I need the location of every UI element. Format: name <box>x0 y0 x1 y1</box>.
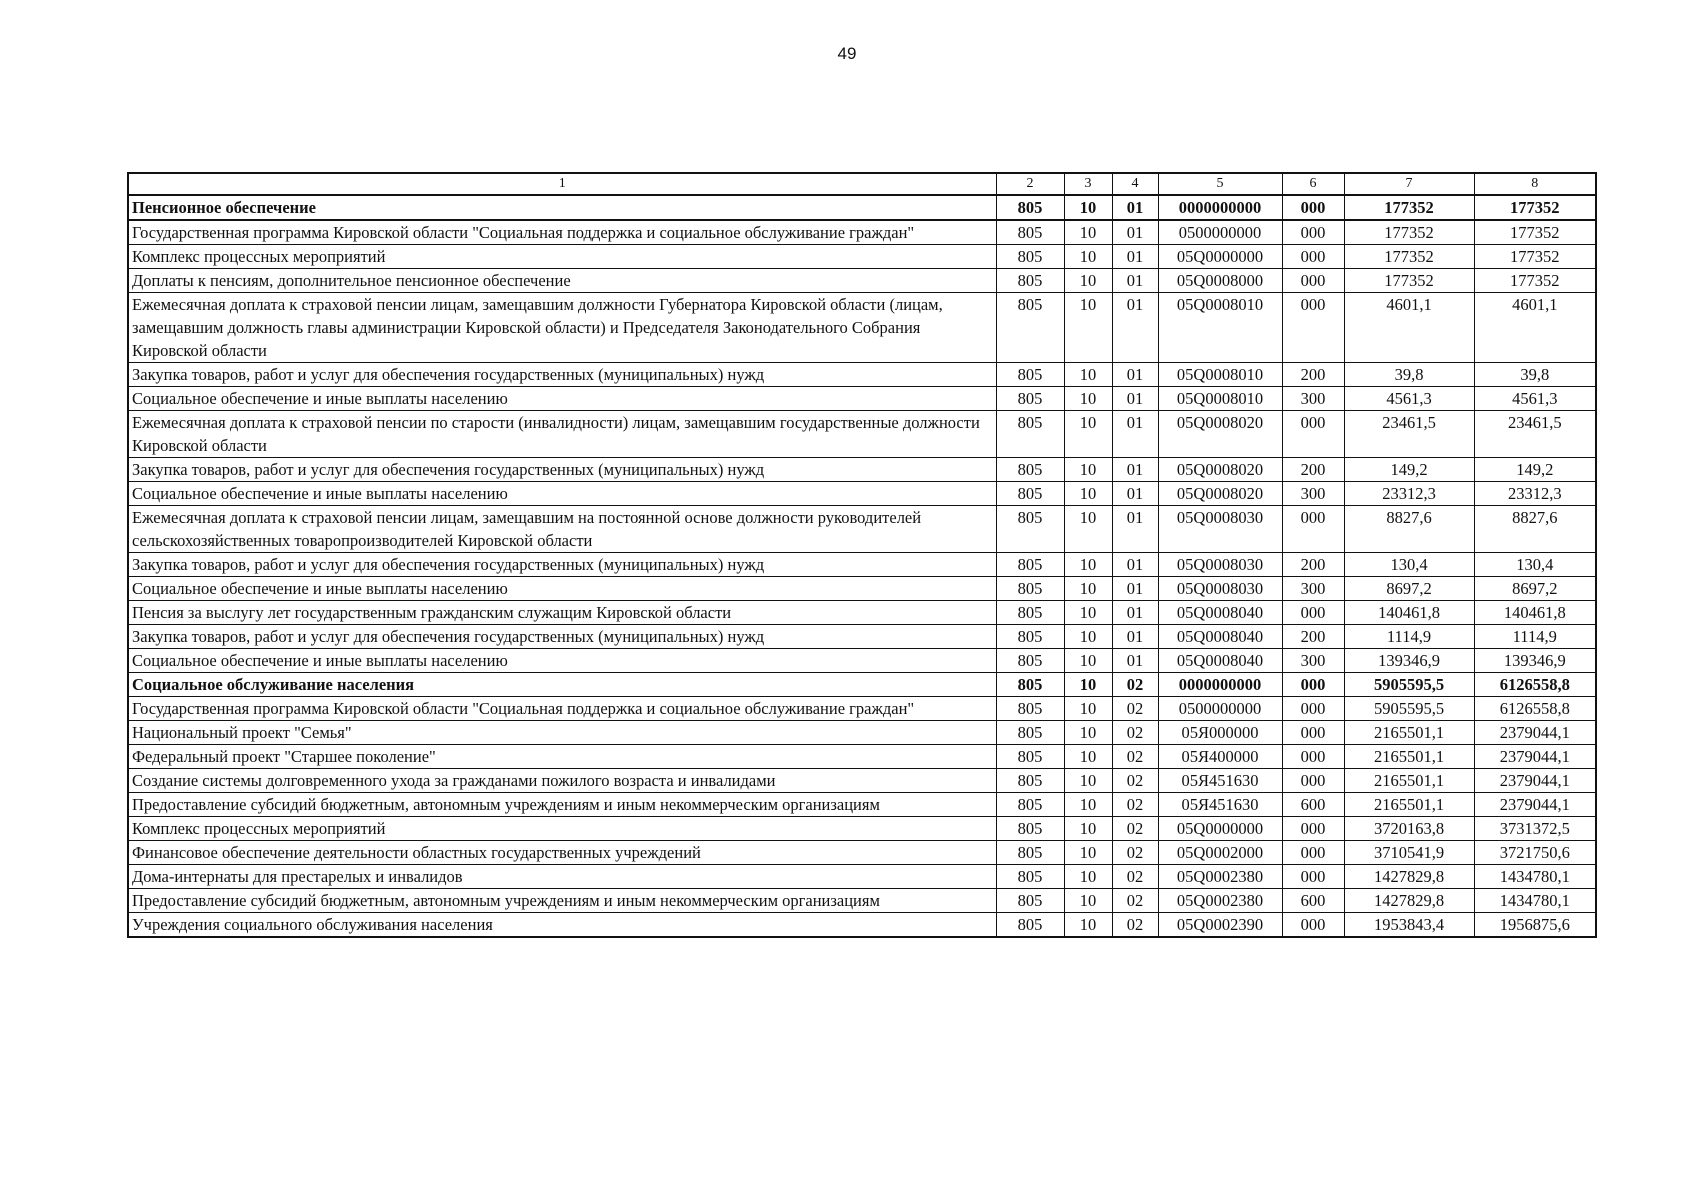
section-code: 10 <box>1064 817 1112 841</box>
subsection-code: 02 <box>1112 745 1158 769</box>
column-number: 4 <box>1112 173 1158 195</box>
section-code: 10 <box>1064 458 1112 482</box>
amount-year-2: 2379044,1 <box>1474 721 1596 745</box>
ministry-code: 805 <box>996 553 1064 577</box>
section-code: 10 <box>1064 293 1112 363</box>
table-row <box>128 601 1596 625</box>
amount-year-1: 4601,1 <box>1344 293 1474 363</box>
amount-year-2: 139346,9 <box>1474 649 1596 673</box>
ministry-code: 805 <box>996 673 1064 697</box>
amount-year-1: 2165501,1 <box>1344 745 1474 769</box>
amount-year-2: 39,8 <box>1474 363 1596 387</box>
target-article-code: 0000000000 <box>1158 195 1282 220</box>
amount-year-1: 1953843,4 <box>1344 913 1474 938</box>
target-article-code: 05Q0008020 <box>1158 411 1282 458</box>
section-code: 10 <box>1064 721 1112 745</box>
amount-year-2: 140461,8 <box>1474 601 1596 625</box>
amount-year-1: 130,4 <box>1344 553 1474 577</box>
column-number: 5 <box>1158 173 1282 195</box>
row-name: Национальный проект "Семья" <box>128 721 996 745</box>
section-code: 10 <box>1064 269 1112 293</box>
table-row <box>128 220 1596 245</box>
table-row <box>128 841 1596 865</box>
section-code: 10 <box>1064 245 1112 269</box>
amount-year-1: 23312,3 <box>1344 482 1474 506</box>
subsection-code: 01 <box>1112 506 1158 553</box>
expense-type-code: 300 <box>1282 387 1344 411</box>
table-row <box>128 553 1596 577</box>
target-article-code: 05Q0008020 <box>1158 482 1282 506</box>
row-name: Федеральный проект "Старшее поколение" <box>128 745 996 769</box>
target-article-code: 05Q0008030 <box>1158 506 1282 553</box>
amount-year-1: 1114,9 <box>1344 625 1474 649</box>
section-code: 10 <box>1064 649 1112 673</box>
target-article-code: 05Q0000000 <box>1158 245 1282 269</box>
amount-year-1: 5905595,5 <box>1344 673 1474 697</box>
row-name: Государственная программа Кировской области "Социальная поддержка и социальное обслуживание граждан" <box>128 220 996 245</box>
subsection-code: 02 <box>1112 721 1158 745</box>
subsection-code: 02 <box>1112 841 1158 865</box>
ministry-code: 805 <box>996 721 1064 745</box>
target-article-code: 05Q0008010 <box>1158 293 1282 363</box>
expense-type-code: 600 <box>1282 793 1344 817</box>
expense-type-code: 000 <box>1282 841 1344 865</box>
target-article-code: 05Q0008030 <box>1158 553 1282 577</box>
table-row <box>128 649 1596 673</box>
table-row <box>128 411 1596 458</box>
ministry-code: 805 <box>996 769 1064 793</box>
target-article-code: 0500000000 <box>1158 697 1282 721</box>
ministry-code: 805 <box>996 506 1064 553</box>
ministry-code: 805 <box>996 817 1064 841</box>
amount-year-1: 4561,3 <box>1344 387 1474 411</box>
target-article-code: 05Q0002390 <box>1158 913 1282 938</box>
subsection-code: 01 <box>1112 411 1158 458</box>
amount-year-1: 2165501,1 <box>1344 793 1474 817</box>
column-number: 1 <box>128 173 996 195</box>
row-name: Закупка товаров, работ и услуг для обеспечения государственных (муниципальных) нужд <box>128 553 996 577</box>
subsection-code: 01 <box>1112 553 1158 577</box>
subsection-code: 02 <box>1112 913 1158 938</box>
amount-year-2: 4601,1 <box>1474 293 1596 363</box>
table-row <box>128 697 1596 721</box>
section-code: 10 <box>1064 482 1112 506</box>
section-code: 10 <box>1064 625 1112 649</box>
table-row <box>128 458 1596 482</box>
ministry-code: 805 <box>996 293 1064 363</box>
amount-year-1: 1427829,8 <box>1344 865 1474 889</box>
target-article-code: 05Я400000 <box>1158 745 1282 769</box>
row-name: Пенсия за выслугу лет государственным гражданским служащим Кировской области <box>128 601 996 625</box>
target-article-code: 05Q0002000 <box>1158 841 1282 865</box>
amount-year-2: 2379044,1 <box>1474 745 1596 769</box>
amount-year-2: 177352 <box>1474 269 1596 293</box>
table-row <box>128 625 1596 649</box>
subsection-code: 02 <box>1112 769 1158 793</box>
section-code: 10 <box>1064 553 1112 577</box>
row-name: Закупка товаров, работ и услуг для обеспечения государственных (муниципальных) нужд <box>128 458 996 482</box>
expense-type-code: 000 <box>1282 817 1344 841</box>
amount-year-2: 1434780,1 <box>1474 889 1596 913</box>
table-row <box>128 769 1596 793</box>
row-name: Предоставление субсидий бюджетным, автономным учреждениям и иным некоммерческим организациям <box>128 889 996 913</box>
expense-type-code: 000 <box>1282 506 1344 553</box>
target-article-code: 05Q0008040 <box>1158 649 1282 673</box>
table-row <box>128 363 1596 387</box>
row-name: Комплекс процессных мероприятий <box>128 245 996 269</box>
subsection-code: 01 <box>1112 269 1158 293</box>
section-code: 10 <box>1064 577 1112 601</box>
expense-type-code: 000 <box>1282 293 1344 363</box>
table-row <box>128 577 1596 601</box>
row-name: Финансовое обеспечение деятельности областных государственных учреждений <box>128 841 996 865</box>
row-name: Государственная программа Кировской области "Социальная поддержка и социальное обслуживание граждан" <box>128 697 996 721</box>
target-article-code: 05Q0008020 <box>1158 458 1282 482</box>
amount-year-1: 149,2 <box>1344 458 1474 482</box>
table-row <box>128 245 1596 269</box>
amount-year-2: 177352 <box>1474 245 1596 269</box>
expense-type-code: 000 <box>1282 913 1344 938</box>
row-name: Социальное обеспечение и иные выплаты населению <box>128 649 996 673</box>
amount-year-2: 6126558,8 <box>1474 673 1596 697</box>
target-article-code: 05Q0008010 <box>1158 363 1282 387</box>
amount-year-1: 177352 <box>1344 195 1474 220</box>
amount-year-2: 2379044,1 <box>1474 769 1596 793</box>
ministry-code: 805 <box>996 745 1064 769</box>
row-name: Социальное обслуживание населения <box>128 673 996 697</box>
expense-type-code: 000 <box>1282 673 1344 697</box>
amount-year-1: 5905595,5 <box>1344 697 1474 721</box>
subsection-code: 02 <box>1112 865 1158 889</box>
amount-year-2: 23312,3 <box>1474 482 1596 506</box>
ministry-code: 805 <box>996 577 1064 601</box>
target-article-code: 05Q0008000 <box>1158 269 1282 293</box>
amount-year-2: 8827,6 <box>1474 506 1596 553</box>
amount-year-2: 6126558,8 <box>1474 697 1596 721</box>
amount-year-1: 140461,8 <box>1344 601 1474 625</box>
subsection-code: 02 <box>1112 793 1158 817</box>
target-article-code: 05Q0008030 <box>1158 577 1282 601</box>
amount-year-1: 23461,5 <box>1344 411 1474 458</box>
column-number: 7 <box>1344 173 1474 195</box>
subsection-code: 01 <box>1112 387 1158 411</box>
row-name: Дома-интернаты для престарелых и инвалидов <box>128 865 996 889</box>
amount-year-1: 3720163,8 <box>1344 817 1474 841</box>
amount-year-2: 2379044,1 <box>1474 793 1596 817</box>
subsection-code: 01 <box>1112 482 1158 506</box>
row-name: Предоставление субсидий бюджетным, автономным учреждениям и иным некоммерческим организациям <box>128 793 996 817</box>
amount-year-1: 2165501,1 <box>1344 721 1474 745</box>
table-row <box>128 817 1596 841</box>
section-code: 10 <box>1064 793 1112 817</box>
amount-year-2: 3731372,5 <box>1474 817 1596 841</box>
expense-type-code: 000 <box>1282 865 1344 889</box>
amount-year-1: 1427829,8 <box>1344 889 1474 913</box>
expense-type-code: 000 <box>1282 721 1344 745</box>
column-number: 8 <box>1474 173 1596 195</box>
subsection-code: 01 <box>1112 458 1158 482</box>
expense-type-code: 300 <box>1282 482 1344 506</box>
subsection-code: 01 <box>1112 625 1158 649</box>
expense-type-code: 000 <box>1282 195 1344 220</box>
expense-type-code: 000 <box>1282 245 1344 269</box>
target-article-code: 05Q0008040 <box>1158 625 1282 649</box>
subsection-code: 01 <box>1112 363 1158 387</box>
ministry-code: 805 <box>996 195 1064 220</box>
section-code: 10 <box>1064 913 1112 938</box>
subsection-code: 01 <box>1112 601 1158 625</box>
column-number: 2 <box>996 173 1064 195</box>
section-code: 10 <box>1064 601 1112 625</box>
target-article-code: 05Q0002380 <box>1158 865 1282 889</box>
table-row <box>128 745 1596 769</box>
row-name: Социальное обеспечение и иные выплаты населению <box>128 577 996 601</box>
ministry-code: 805 <box>996 387 1064 411</box>
section-code: 10 <box>1064 841 1112 865</box>
table-row <box>128 269 1596 293</box>
section-code: 10 <box>1064 745 1112 769</box>
amount-year-2: 4561,3 <box>1474 387 1596 411</box>
section-code: 10 <box>1064 673 1112 697</box>
section-code: 10 <box>1064 769 1112 793</box>
expense-type-code: 000 <box>1282 601 1344 625</box>
amount-year-2: 3721750,6 <box>1474 841 1596 865</box>
expense-type-code: 000 <box>1282 745 1344 769</box>
subsection-code: 01 <box>1112 293 1158 363</box>
table-row <box>128 889 1596 913</box>
row-name: Учреждения социального обслуживания населения <box>128 913 996 938</box>
expense-type-code: 300 <box>1282 577 1344 601</box>
section-code: 10 <box>1064 865 1112 889</box>
target-article-code: 05Q0008040 <box>1158 601 1282 625</box>
amount-year-1: 139346,9 <box>1344 649 1474 673</box>
row-name: Закупка товаров, работ и услуг для обеспечения государственных (муниципальных) нужд <box>128 625 996 649</box>
amount-year-2: 177352 <box>1474 195 1596 220</box>
table-row <box>128 721 1596 745</box>
amount-year-2: 177352 <box>1474 220 1596 245</box>
section-code: 10 <box>1064 387 1112 411</box>
section-total-row <box>128 673 1596 697</box>
subsection-code: 02 <box>1112 817 1158 841</box>
expense-type-code: 200 <box>1282 625 1344 649</box>
row-name: Комплекс процессных мероприятий <box>128 817 996 841</box>
ministry-code: 805 <box>996 363 1064 387</box>
subsection-code: 02 <box>1112 889 1158 913</box>
ministry-code: 805 <box>996 793 1064 817</box>
amount-year-2: 23461,5 <box>1474 411 1596 458</box>
subsection-code: 02 <box>1112 697 1158 721</box>
ministry-code: 805 <box>996 649 1064 673</box>
table-row <box>128 913 1596 938</box>
row-name: Доплаты к пенсиям, дополнительное пенсионное обеспечение <box>128 269 996 293</box>
expense-type-code: 600 <box>1282 889 1344 913</box>
ministry-code: 805 <box>996 913 1064 938</box>
amount-year-2: 1434780,1 <box>1474 865 1596 889</box>
target-article-code: 05Я451630 <box>1158 793 1282 817</box>
ministry-code: 805 <box>996 697 1064 721</box>
amount-year-1: 2165501,1 <box>1344 769 1474 793</box>
section-total-row <box>128 195 1596 220</box>
expense-type-code: 200 <box>1282 363 1344 387</box>
table-row <box>128 506 1596 553</box>
target-article-code: 05Q0008010 <box>1158 387 1282 411</box>
ministry-code: 805 <box>996 245 1064 269</box>
column-number: 6 <box>1282 173 1344 195</box>
amount-year-1: 177352 <box>1344 220 1474 245</box>
row-name: Закупка товаров, работ и услуг для обеспечения государственных (муниципальных) нужд <box>128 363 996 387</box>
section-code: 10 <box>1064 697 1112 721</box>
target-article-code: 05Q0002380 <box>1158 889 1282 913</box>
column-number: 3 <box>1064 173 1112 195</box>
amount-year-2: 8697,2 <box>1474 577 1596 601</box>
expense-type-code: 300 <box>1282 649 1344 673</box>
subsection-code: 02 <box>1112 673 1158 697</box>
budget-table <box>127 172 1597 938</box>
ministry-code: 805 <box>996 889 1064 913</box>
amount-year-1: 39,8 <box>1344 363 1474 387</box>
expense-type-code: 200 <box>1282 458 1344 482</box>
ministry-code: 805 <box>996 625 1064 649</box>
ministry-code: 805 <box>996 841 1064 865</box>
section-code: 10 <box>1064 506 1112 553</box>
ministry-code: 805 <box>996 220 1064 245</box>
table-row <box>128 482 1596 506</box>
subsection-code: 01 <box>1112 649 1158 673</box>
table-row <box>128 793 1596 817</box>
expense-type-code: 000 <box>1282 269 1344 293</box>
row-name: Социальное обеспечение и иные выплаты населению <box>128 482 996 506</box>
ministry-code: 805 <box>996 865 1064 889</box>
ministry-code: 805 <box>996 458 1064 482</box>
section-code: 10 <box>1064 220 1112 245</box>
amount-year-2: 130,4 <box>1474 553 1596 577</box>
row-name: Социальное обеспечение и иные выплаты населению <box>128 387 996 411</box>
ministry-code: 805 <box>996 269 1064 293</box>
amount-year-2: 1114,9 <box>1474 625 1596 649</box>
target-article-code: 0500000000 <box>1158 220 1282 245</box>
row-name: Создание системы долговременного ухода за гражданами пожилого возраста и инвалидами <box>128 769 996 793</box>
target-article-code: 05Q0000000 <box>1158 817 1282 841</box>
section-code: 10 <box>1064 411 1112 458</box>
target-article-code: 05Я451630 <box>1158 769 1282 793</box>
row-name: Ежемесячная доплата к страховой пенсии по старости (инвалидности) лицам, замещавшим государственные должности Кировской области <box>128 411 996 458</box>
section-code: 10 <box>1064 889 1112 913</box>
expense-type-code: 000 <box>1282 220 1344 245</box>
amount-year-2: 1956875,6 <box>1474 913 1596 938</box>
subsection-code: 01 <box>1112 245 1158 269</box>
table-header-row <box>128 173 1596 195</box>
table-row <box>128 387 1596 411</box>
subsection-code: 01 <box>1112 220 1158 245</box>
section-code: 10 <box>1064 363 1112 387</box>
amount-year-1: 177352 <box>1344 269 1474 293</box>
section-code: 10 <box>1064 195 1112 220</box>
ministry-code: 805 <box>996 411 1064 458</box>
expense-type-code: 000 <box>1282 411 1344 458</box>
expense-type-code: 200 <box>1282 553 1344 577</box>
row-name: Пенсионное обеспечение <box>128 195 996 220</box>
amount-year-1: 3710541,9 <box>1344 841 1474 865</box>
subsection-code: 01 <box>1112 195 1158 220</box>
expense-type-code: 000 <box>1282 769 1344 793</box>
amount-year-1: 177352 <box>1344 245 1474 269</box>
target-article-code: 0000000000 <box>1158 673 1282 697</box>
row-name: Ежемесячная доплата к страховой пенсии лицам, замещавшим должности Губернатора Кировской области (лицам, замещавшим должность главы администрации Кировской области) и Председателя Законодательного Собрания Кировской области <box>128 293 996 363</box>
amount-year-1: 8827,6 <box>1344 506 1474 553</box>
ministry-code: 805 <box>996 482 1064 506</box>
target-article-code: 05Я000000 <box>1158 721 1282 745</box>
amount-year-2: 149,2 <box>1474 458 1596 482</box>
table-row <box>128 293 1596 363</box>
subsection-code: 01 <box>1112 577 1158 601</box>
row-name: Ежемесячная доплата к страховой пенсии лицам, замещавшим на постоянной основе должности руководителей сельскохозяйственных товаропроизводителей Кировской области <box>128 506 996 553</box>
amount-year-1: 8697,2 <box>1344 577 1474 601</box>
table-row <box>128 865 1596 889</box>
page-number: 49 <box>837 44 857 63</box>
expense-type-code: 000 <box>1282 697 1344 721</box>
ministry-code: 805 <box>996 601 1064 625</box>
